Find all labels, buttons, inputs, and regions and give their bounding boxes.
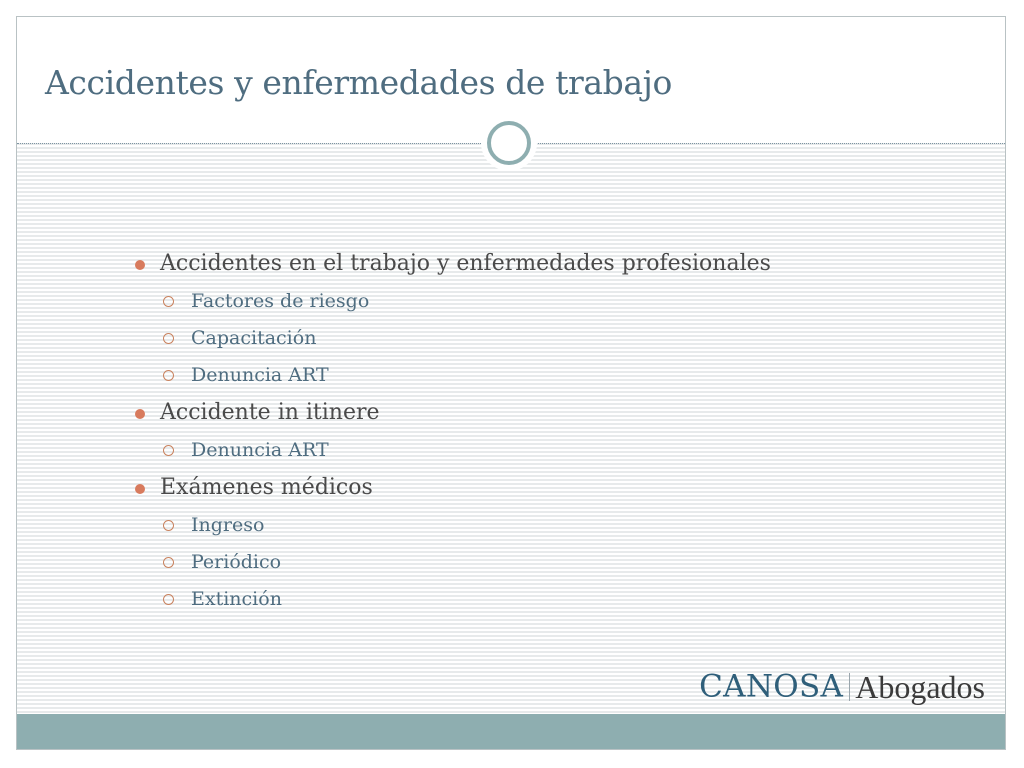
bullet-list bbox=[134, 245, 954, 618]
bullet-dot-icon bbox=[135, 409, 145, 419]
logo-primary-text: CANOSA bbox=[699, 668, 844, 705]
bullet-dot-icon bbox=[135, 260, 145, 270]
sub-bullet-item bbox=[134, 581, 954, 618]
footer-bar bbox=[17, 714, 1005, 749]
sub-bullet-text: Capacitación bbox=[191, 327, 317, 349]
sub-bullet-item bbox=[134, 432, 954, 469]
sub-bullet-text: Denuncia ART bbox=[191, 364, 329, 386]
sub-bullet-item bbox=[134, 283, 954, 320]
slide bbox=[16, 16, 1006, 750]
bullet-ring-icon bbox=[163, 333, 174, 344]
logo-separator bbox=[849, 673, 850, 701]
sub-bullet-item bbox=[134, 544, 954, 581]
sub-bullet-text: Extinción bbox=[191, 588, 282, 610]
sub-bullet-text: Factores de riesgo bbox=[191, 290, 370, 312]
sub-bullet-text: Ingreso bbox=[191, 514, 265, 536]
bullet-item bbox=[134, 245, 954, 283]
bullet-dot-icon bbox=[135, 484, 145, 494]
slide-title: Accidentes y enfermedades de trabajo bbox=[45, 63, 672, 102]
ring-ornament-icon bbox=[481, 115, 537, 171]
bullet-ring-icon bbox=[163, 370, 174, 381]
bullet-ring-icon bbox=[163, 296, 174, 307]
bullet-text: Exámenes médicos bbox=[160, 475, 373, 500]
bullet-text: Accidentes en el trabajo y enfermedades profesionales bbox=[160, 251, 771, 276]
company-logo bbox=[699, 668, 985, 705]
sub-bullet-item bbox=[134, 507, 954, 544]
bullet-ring-icon bbox=[163, 520, 174, 531]
logo-secondary-text: Abogados bbox=[855, 669, 985, 705]
bullet-item bbox=[134, 394, 954, 432]
ring-inner bbox=[487, 121, 531, 165]
sub-bullet-item bbox=[134, 320, 954, 357]
bullet-ring-icon bbox=[163, 594, 174, 605]
bullet-item bbox=[134, 469, 954, 507]
sub-bullet-text: Denuncia ART bbox=[191, 439, 329, 461]
bullet-ring-icon bbox=[163, 557, 174, 568]
sub-bullet-item bbox=[134, 357, 954, 394]
sub-bullet-text: Periódico bbox=[191, 551, 282, 573]
bullet-text: Accidente in itinere bbox=[160, 400, 380, 425]
bullet-ring-icon bbox=[163, 445, 174, 456]
